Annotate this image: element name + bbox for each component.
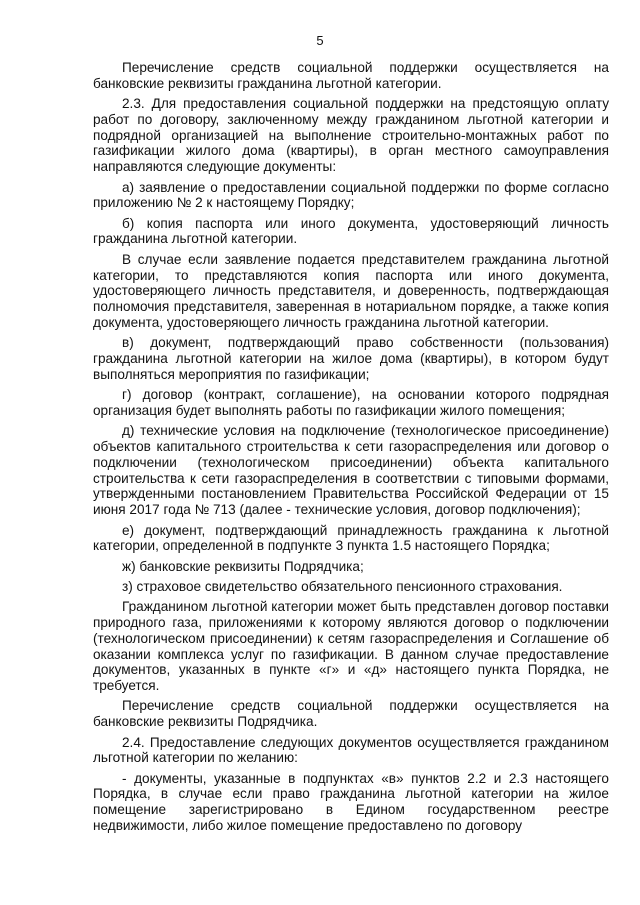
list-item-v-ownership-document: в) документ, подтверждающий право собственности (пользования) гражданина льготной категории на жилое дома (квартиры), в котором будут выполняться мероприятия по газификации;	[93, 335, 609, 382]
list-item-b-passport-copy: б) копия паспорта или иного документа, удостоверяющий личность гражданина льготной категории.	[93, 215, 609, 247]
document-body	[93, 60, 609, 834]
paragraph-representative: В случае если заявление подается представителем гражданина льготной категории, то представляются копия паспорта или иного документа, удостоверяющего личность представителя, и доверенность, подтверждающая полномочия представителя, заверенная в нотариальном порядке, а также копия документа, удостоверяющего личность гражданина льготной категории.	[93, 251, 609, 330]
list-item-g-contract: г) договор (контракт, соглашение), на основании которого подрядная организация будет выполнять работы по газификации жилого помещения;	[93, 387, 609, 418]
paragraph-2-3-intro: 2.3. Для предоставления социальной поддержки на предстоящую оплату работ по договору, заключенному между гражданином льготной категории и подрядной организацией на выполнение строительно-монтажных работ по газификации жилого дома (квартиры), в орган местного самоуправления направляются следующие документы:	[93, 96, 609, 175]
list-item-d-technical-conditions: д) технические условия на подключение (технологическое присоединение) объектов капитального строительства к сети газораспределения или договор о подключении (технологическом присоединении) объекта капитального строительства к сети газораспределения в соответствии с типовыми формами, утвержденными постановлением Правительства Российской Федерации от 15 июня 2017 года № 713 (далее - технические условия, договор подключения);	[93, 423, 609, 518]
paragraph-transfer-to-contractor: Перечисление средств социальной поддержки осуществляется на банковские реквизиты Подрядчика.	[93, 698, 609, 730]
list-item-z-insurance-certificate: з) страховое свидетельство обязательного пенсионного страхования.	[122, 578, 563, 594]
paragraph-2-4-intro: 2.4. Предоставление следующих документов осуществляется гражданином льготной категории по желанию:	[93, 734, 609, 766]
list-item-zh-bank-details: ж) банковские реквизиты Подрядчика;	[122, 558, 364, 574]
page-number: 5	[316, 33, 324, 48]
list-item-optional-documents: - документы, указанные в подпунктах «в» пунктов 2.2 и 2.3 настоящего Порядка, в случае если право гражданина льготной категории на жилое помещение зарегистрировано в Едином государственном реестре недвижимости, либо жилое помещение предоставлено по договору	[93, 770, 609, 834]
list-item-e-category-document: е) документ, подтверждающий принадлежность гражданина к льготной категории, определенной в подпункте 3 пункта 1.5 настоящего Порядка;	[93, 522, 609, 554]
paragraph-transfer-to-beneficiary: Перечисление средств социальной поддержки осуществляется на банковские реквизиты гражданина льготной категории.	[93, 60, 609, 91]
paragraph-gas-supply-contract: Гражданином льготной категории может быть представлен договор поставки природного газа, приложениями к которому являются договор о подключении (технологическом присоединении) к сетям газораспределения и Соглашение об оказании комплекса услуг по газификации. В данном случае предоставление документов, указанных в пункте «г» и «д» настоящего пункта Порядка, не требуется.	[93, 599, 609, 694]
list-item-a-application: а) заявление о предоставлении социальной поддержки по форме согласно приложению № 2 к настоящему Порядку;	[93, 179, 609, 211]
